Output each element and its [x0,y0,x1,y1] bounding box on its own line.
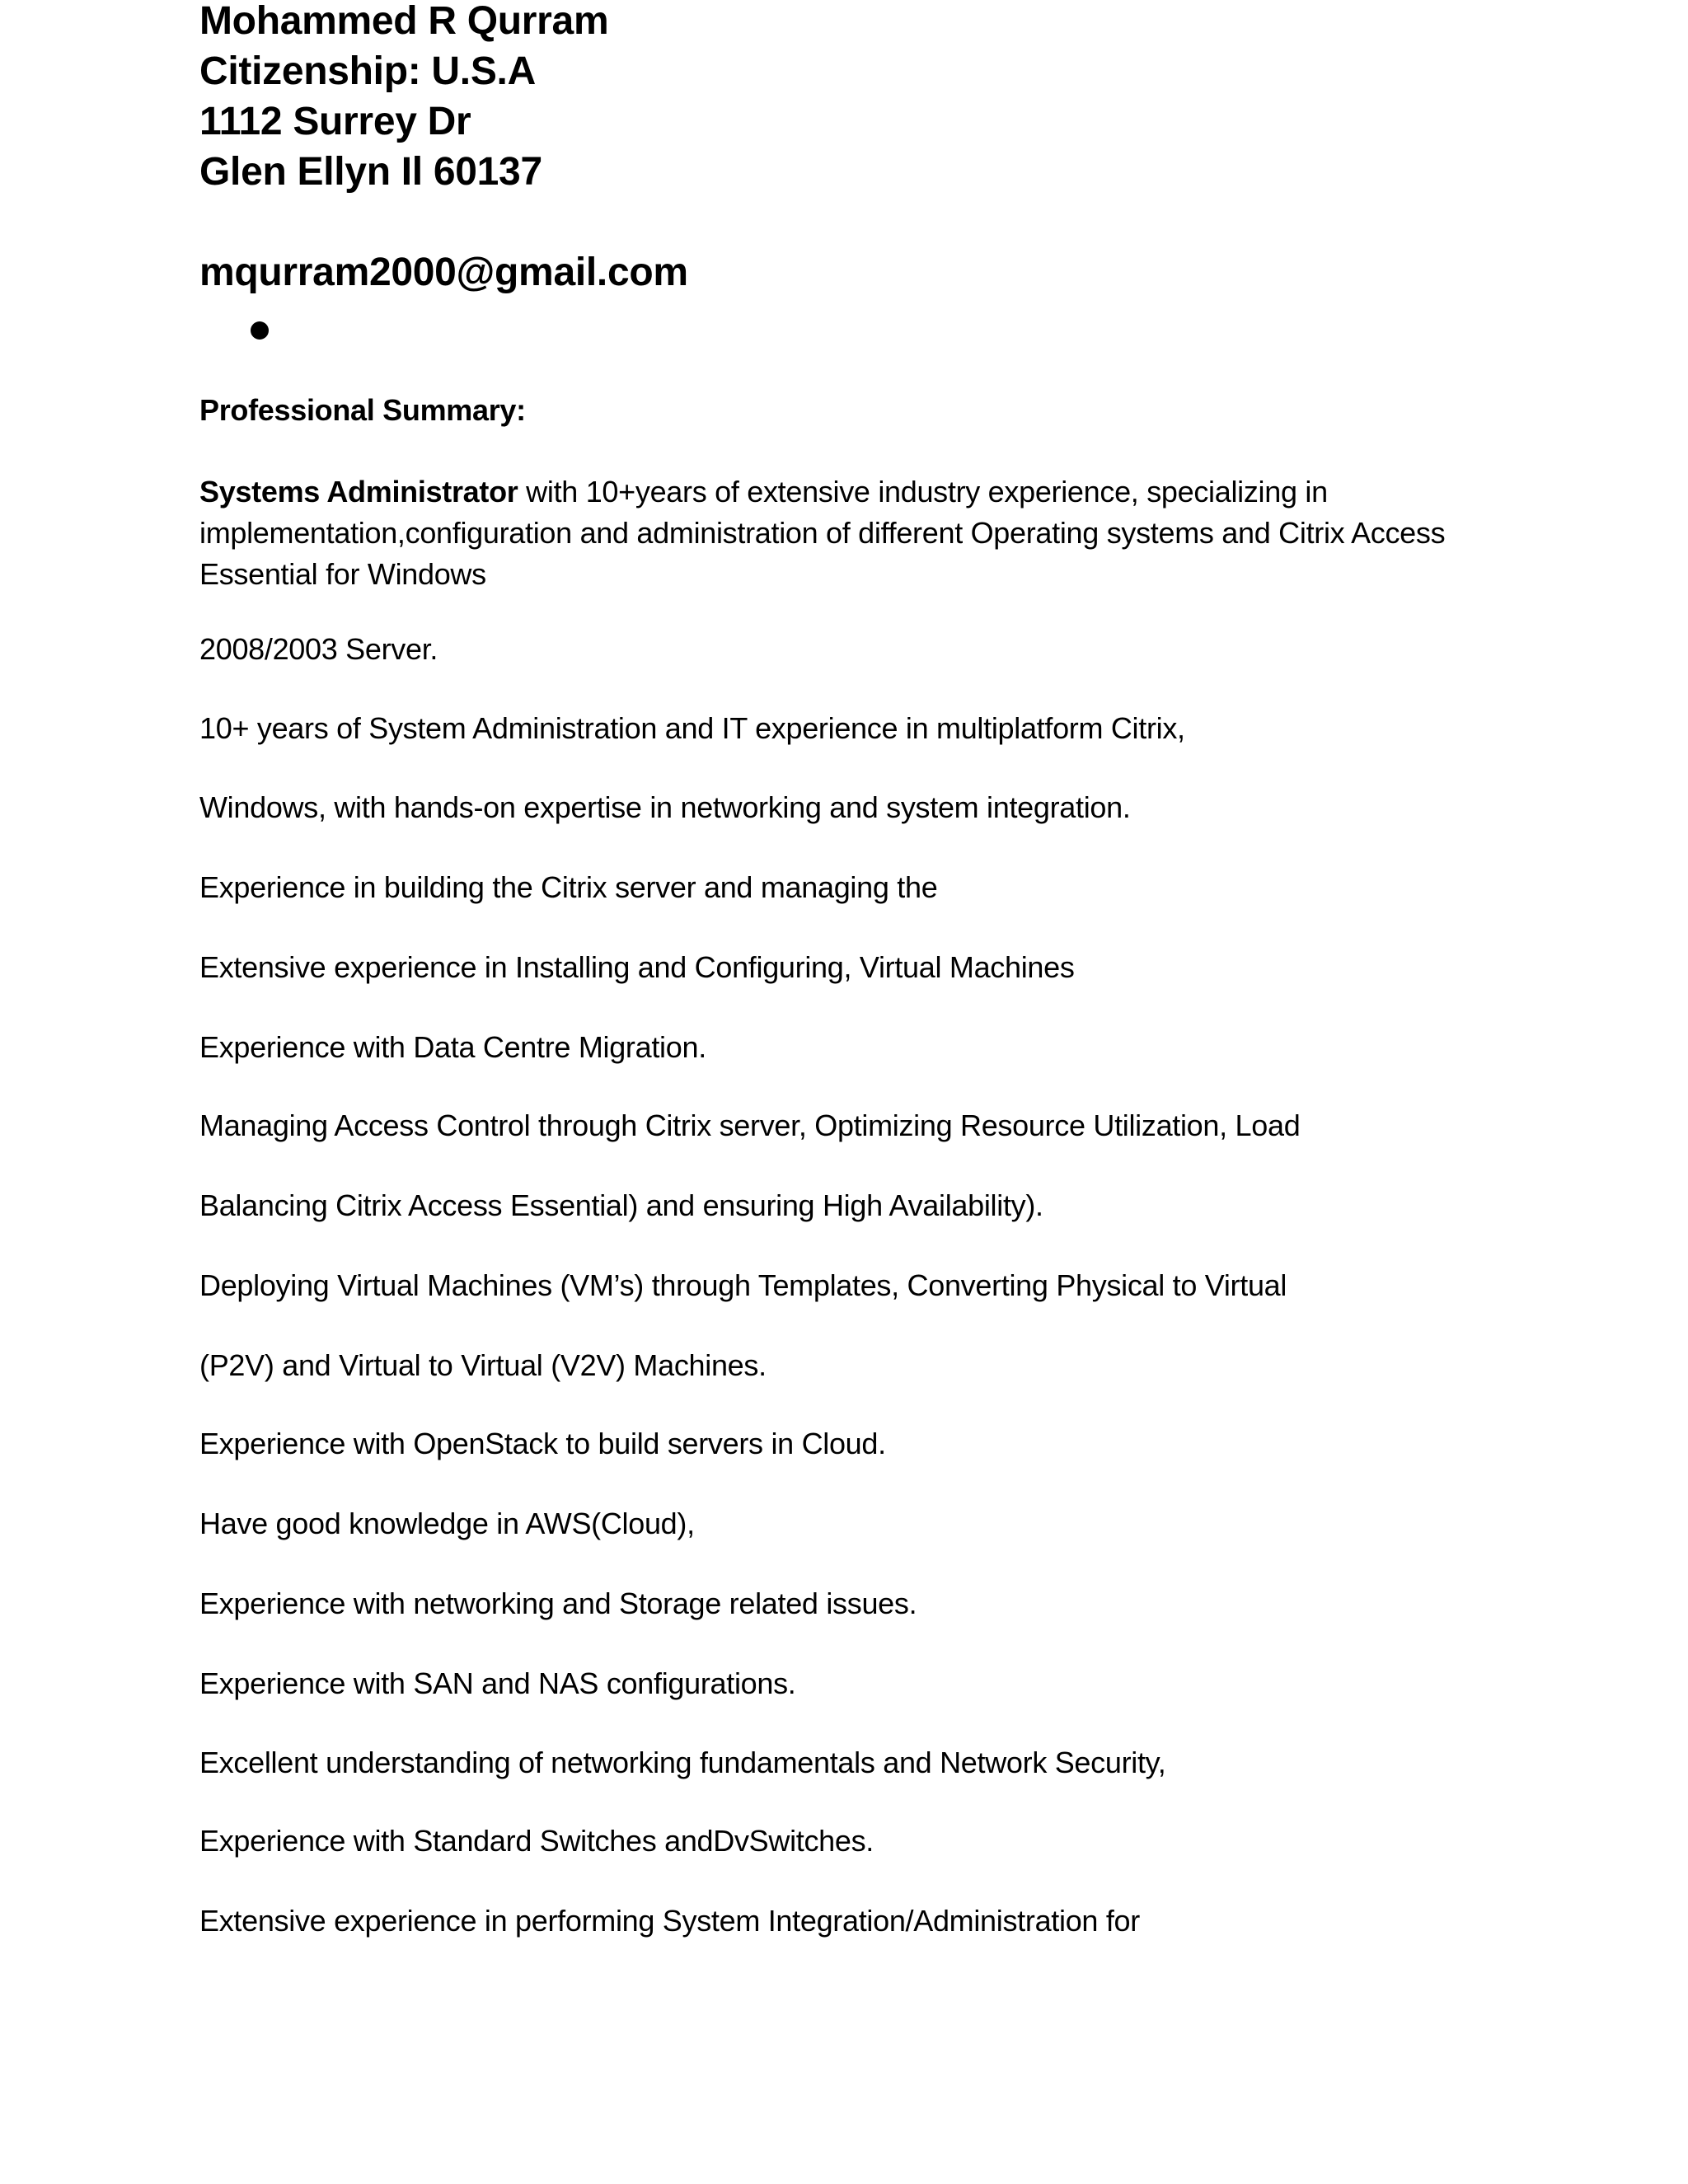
summary-line: Experience with Standard Switches andDvSwitches. [199,1824,874,1858]
summary-line: 10+ years of System Administration and IT experience in multiplatform Citrix, [199,711,1185,745]
summary-line: Managing Access Control through Citrix server, Optimizing Resource Utilization, Load [199,1108,1301,1142]
bullet-icon [251,321,269,340]
summary-line: Deploying Virtual Machines (VM’s) through Templates, Converting Physical to Virtual [199,1268,1287,1302]
summary-line: Balancing Citrix Access Essential) and ensuring High Availability). [199,1188,1043,1222]
summary-line: 2008/2003 Server. [199,632,438,666]
summary-line: Excellent understanding of networking fundamentals and Network Security, [199,1746,1166,1779]
citizenship: Citizenship: U.S.A [199,49,536,93]
summary-line: Experience with networking and Storage related issues. [199,1586,917,1620]
summary-intro: with 10+years of extensive industry experience, specializing in implementation,configuration and administration of different Operating systems and Citrix Access Essential for Windows [199,475,1446,591]
summary-line: Extensive experience in Installing and Configuring, Virtual Machines [199,950,1075,984]
summary-paragraph [199,471,1452,595]
summary-line: Have good knowledge in AWS(Cloud), [199,1507,695,1540]
city-state-zip: Glen Ellyn Il 60137 [199,150,542,194]
email-address: mqurram2000@gmail.com [199,251,688,294]
street-address: 1112 Surrey Dr [199,100,471,143]
summary-line: Experience with SAN and NAS configurations. [199,1666,796,1700]
summary-line: Extensive experience in performing System Integration/Administration for [199,1904,1140,1938]
summary-line: Experience with Data Centre Migration. [199,1030,706,1064]
summary-line: (P2V) and Virtual to Virtual (V2V) Machines. [199,1348,767,1382]
candidate-name: Mohammed R Qurram [199,0,609,43]
summary-role: Systems Administrator [199,475,518,509]
summary-line: Experience with OpenStack to build servers in Cloud. [199,1427,886,1460]
summary-line: Windows, with hands-on expertise in networking and system integration. [199,790,1131,824]
summary-line: Experience in building the Citrix server and managing the [199,870,938,904]
section-heading-professional-summary: Professional Summary: [199,393,526,427]
